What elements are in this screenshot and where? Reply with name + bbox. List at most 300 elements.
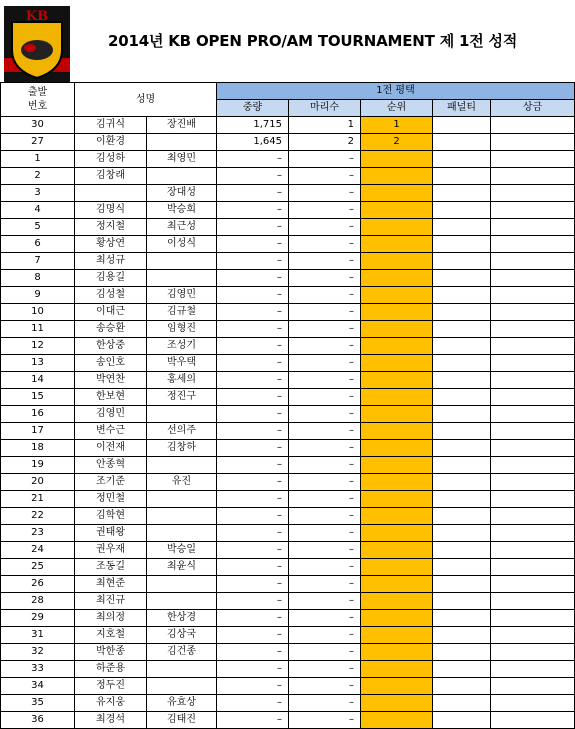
name1-cell: 김성철 (75, 287, 147, 304)
count-cell: 2 (289, 134, 361, 151)
table-row (1, 627, 575, 644)
name1-cell: 정지철 (75, 219, 147, 236)
name2-cell (147, 525, 217, 542)
rank-cell (361, 644, 433, 661)
rank-cell (361, 236, 433, 253)
name1-cell: 지호철 (75, 627, 147, 644)
start-no-cell: 2 (1, 168, 75, 185)
name2-cell: 박승희 (147, 202, 217, 219)
results-table (0, 82, 575, 729)
start-no-cell: 16 (1, 406, 75, 423)
name2-cell (147, 406, 217, 423)
penalty-cell (433, 576, 491, 593)
name2-cell (147, 593, 217, 610)
header-start-no: 출발 번호 (1, 83, 75, 117)
table-row (1, 542, 575, 559)
weight-cell: – (217, 508, 289, 525)
prize-cell (491, 134, 575, 151)
name1-cell: 정민철 (75, 491, 147, 508)
count-cell: – (289, 661, 361, 678)
prize-cell (491, 525, 575, 542)
rank-cell (361, 559, 433, 576)
weight-cell: – (217, 542, 289, 559)
name1-cell: 조기준 (75, 474, 147, 491)
page-title: 2014년 KB OPEN PRO/AM TOURNAMENT 제 1전 성적 (108, 32, 518, 50)
weight-cell: 1,715 (217, 117, 289, 134)
weight-cell: – (217, 457, 289, 474)
name2-cell (147, 678, 217, 695)
start-no-cell: 6 (1, 236, 75, 253)
rank-cell (361, 338, 433, 355)
penalty-cell (433, 559, 491, 576)
start-no-cell: 30 (1, 117, 75, 134)
header-weight: 중량 (217, 100, 289, 117)
name1-cell: 변수근 (75, 423, 147, 440)
rank-cell (361, 440, 433, 457)
count-cell: – (289, 474, 361, 491)
weight-cell: – (217, 491, 289, 508)
penalty-cell (433, 525, 491, 542)
table-row (1, 576, 575, 593)
penalty-cell (433, 134, 491, 151)
table-row (1, 525, 575, 542)
name1-cell: 한상중 (75, 338, 147, 355)
prize-cell (491, 372, 575, 389)
start-no-cell: 20 (1, 474, 75, 491)
name1-cell: 한보현 (75, 389, 147, 406)
start-no-cell: 10 (1, 304, 75, 321)
weight-cell: – (217, 423, 289, 440)
table-row (1, 355, 575, 372)
table-row (1, 168, 575, 185)
penalty-cell (433, 168, 491, 185)
table-row (1, 457, 575, 474)
count-cell: – (289, 576, 361, 593)
weight-cell: – (217, 644, 289, 661)
name2-cell: 이성식 (147, 236, 217, 253)
rank-cell (361, 406, 433, 423)
start-no-cell: 15 (1, 389, 75, 406)
table-row (1, 559, 575, 576)
name1-cell: 김학현 (75, 508, 147, 525)
rank-cell (361, 508, 433, 525)
count-cell: – (289, 321, 361, 338)
name2-cell: 장진배 (147, 117, 217, 134)
name2-cell: 최영민 (147, 151, 217, 168)
penalty-cell (433, 236, 491, 253)
count-cell: – (289, 219, 361, 236)
prize-cell (491, 338, 575, 355)
penalty-cell (433, 678, 491, 695)
table-row (1, 185, 575, 202)
count-cell: – (289, 559, 361, 576)
start-no-cell: 34 (1, 678, 75, 695)
name1-cell: 김용길 (75, 270, 147, 287)
rank-cell (361, 610, 433, 627)
rank-cell (361, 168, 433, 185)
prize-cell (491, 321, 575, 338)
name1-cell: 최의정 (75, 610, 147, 627)
start-no-cell: 31 (1, 627, 75, 644)
weight-cell: – (217, 610, 289, 627)
penalty-cell (433, 355, 491, 372)
prize-cell (491, 236, 575, 253)
penalty-cell (433, 389, 491, 406)
table-row (1, 678, 575, 695)
table-row (1, 423, 575, 440)
name1-cell: 안종혁 (75, 457, 147, 474)
weight-cell: – (217, 372, 289, 389)
rank-cell (361, 423, 433, 440)
penalty-cell (433, 644, 491, 661)
start-no-cell: 22 (1, 508, 75, 525)
prize-cell (491, 202, 575, 219)
count-cell: – (289, 270, 361, 287)
weight-cell: – (217, 525, 289, 542)
table-row (1, 134, 575, 151)
count-cell: – (289, 695, 361, 712)
count-cell: – (289, 389, 361, 406)
prize-cell (491, 457, 575, 474)
count-cell: – (289, 610, 361, 627)
prize-cell (491, 661, 575, 678)
weight-cell: – (217, 236, 289, 253)
table-row (1, 644, 575, 661)
penalty-cell (433, 712, 491, 729)
weight-cell: – (217, 661, 289, 678)
logo-text: KB (25, 9, 49, 24)
count-cell: – (289, 525, 361, 542)
weight-cell: – (217, 321, 289, 338)
penalty-cell (433, 185, 491, 202)
weight-cell: – (217, 219, 289, 236)
name1-cell: 박한종 (75, 644, 147, 661)
name1-cell: 권우재 (75, 542, 147, 559)
name1-cell: 송승환 (75, 321, 147, 338)
rank-cell (361, 372, 433, 389)
rank-cell (361, 185, 433, 202)
name1-cell: 최성규 (75, 253, 147, 270)
penalty-cell (433, 338, 491, 355)
table-row (1, 406, 575, 423)
name1-cell: 김창래 (75, 168, 147, 185)
start-no-cell: 8 (1, 270, 75, 287)
start-no-cell: 17 (1, 423, 75, 440)
name1-cell: 황상연 (75, 236, 147, 253)
penalty-cell (433, 440, 491, 457)
prize-cell (491, 304, 575, 321)
rank-cell (361, 270, 433, 287)
name1-cell: 김영민 (75, 406, 147, 423)
table-row (1, 219, 575, 236)
penalty-cell (433, 457, 491, 474)
count-cell: – (289, 202, 361, 219)
rank-cell (361, 661, 433, 678)
rank-cell (361, 287, 433, 304)
start-no-cell: 14 (1, 372, 75, 389)
table-row (1, 491, 575, 508)
name2-cell: 홍세의 (147, 372, 217, 389)
start-no-cell: 19 (1, 457, 75, 474)
start-no-cell: 13 (1, 355, 75, 372)
penalty-cell (433, 593, 491, 610)
rank-cell (361, 219, 433, 236)
prize-cell (491, 576, 575, 593)
weight-cell: – (217, 287, 289, 304)
count-cell: – (289, 236, 361, 253)
name1-cell: 정두진 (75, 678, 147, 695)
start-no-cell: 21 (1, 491, 75, 508)
count-cell: – (289, 508, 361, 525)
count-cell: – (289, 678, 361, 695)
name1-cell: 하준용 (75, 661, 147, 678)
start-no-cell: 9 (1, 287, 75, 304)
weight-cell: – (217, 389, 289, 406)
weight-cell: – (217, 474, 289, 491)
name2-cell: 임형진 (147, 321, 217, 338)
prize-cell (491, 355, 575, 372)
prize-cell (491, 491, 575, 508)
table-row (1, 593, 575, 610)
prize-cell (491, 253, 575, 270)
penalty-cell (433, 219, 491, 236)
prize-cell (491, 695, 575, 712)
penalty-cell (433, 508, 491, 525)
penalty-cell (433, 474, 491, 491)
weight-cell: – (217, 559, 289, 576)
prize-cell (491, 423, 575, 440)
penalty-cell (433, 491, 491, 508)
prize-cell (491, 185, 575, 202)
weight-cell: – (217, 593, 289, 610)
start-no-cell: 11 (1, 321, 75, 338)
penalty-cell (433, 610, 491, 627)
table-row (1, 202, 575, 219)
name1-cell: 이환경 (75, 134, 147, 151)
weight-cell: – (217, 151, 289, 168)
count-cell: – (289, 304, 361, 321)
table-row (1, 389, 575, 406)
name2-cell: 최윤식 (147, 559, 217, 576)
name2-cell: 선의주 (147, 423, 217, 440)
name2-cell: 최근성 (147, 219, 217, 236)
count-cell: – (289, 491, 361, 508)
rank-cell (361, 304, 433, 321)
prize-cell (491, 627, 575, 644)
name2-cell: 정진구 (147, 389, 217, 406)
name2-cell: 김태진 (147, 712, 217, 729)
table-row (1, 661, 575, 678)
start-no-cell: 7 (1, 253, 75, 270)
rank-cell (361, 525, 433, 542)
weight-cell: – (217, 355, 289, 372)
rank-cell: 2 (361, 134, 433, 151)
name1-cell: 송인호 (75, 355, 147, 372)
rank-cell (361, 457, 433, 474)
name2-cell: 장대성 (147, 185, 217, 202)
name2-cell (147, 253, 217, 270)
name2-cell: 유진 (147, 474, 217, 491)
name2-cell: 김규철 (147, 304, 217, 321)
name2-cell (147, 508, 217, 525)
table-row (1, 236, 575, 253)
prize-cell (491, 678, 575, 695)
header-prize: 상금 (491, 100, 575, 117)
table-row (1, 338, 575, 355)
weight-cell: – (217, 185, 289, 202)
count-cell: – (289, 287, 361, 304)
name1-cell: 최현준 (75, 576, 147, 593)
rank-cell (361, 474, 433, 491)
name2-cell: 김건종 (147, 644, 217, 661)
weight-cell: – (217, 338, 289, 355)
penalty-cell (433, 304, 491, 321)
prize-cell (491, 287, 575, 304)
penalty-cell (433, 270, 491, 287)
name1-cell (75, 185, 147, 202)
name2-cell (147, 270, 217, 287)
name2-cell: 한상경 (147, 610, 217, 627)
start-no-cell: 3 (1, 185, 75, 202)
weight-cell: – (217, 627, 289, 644)
rank-cell (361, 202, 433, 219)
start-no-cell: 27 (1, 134, 75, 151)
count-cell: – (289, 338, 361, 355)
name1-cell: 권태왕 (75, 525, 147, 542)
results-body (1, 117, 575, 729)
prize-cell (491, 712, 575, 729)
start-no-cell: 5 (1, 219, 75, 236)
name2-cell: 김창하 (147, 440, 217, 457)
start-no-cell: 33 (1, 661, 75, 678)
count-cell: – (289, 440, 361, 457)
weight-cell: – (217, 304, 289, 321)
rank-cell (361, 593, 433, 610)
rank-cell (361, 253, 433, 270)
name1-cell: 김명식 (75, 202, 147, 219)
rank-cell: 1 (361, 117, 433, 134)
count-cell: 1 (289, 117, 361, 134)
rank-cell (361, 321, 433, 338)
prize-cell (491, 270, 575, 287)
count-cell: – (289, 185, 361, 202)
rank-cell (361, 491, 433, 508)
table-row (1, 712, 575, 729)
name2-cell (147, 576, 217, 593)
start-no-cell: 36 (1, 712, 75, 729)
penalty-cell (433, 423, 491, 440)
penalty-cell (433, 627, 491, 644)
header-penalty: 패널티 (433, 100, 491, 117)
weight-cell: – (217, 712, 289, 729)
table-row (1, 287, 575, 304)
weight-cell: – (217, 576, 289, 593)
penalty-cell (433, 661, 491, 678)
name2-cell (147, 661, 217, 678)
table-row (1, 440, 575, 457)
weight-cell: – (217, 695, 289, 712)
weight-cell: – (217, 406, 289, 423)
name1-cell: 유지웅 (75, 695, 147, 712)
name1-cell: 최진규 (75, 593, 147, 610)
name1-cell: 조동길 (75, 559, 147, 576)
name2-cell: 김상국 (147, 627, 217, 644)
name1-cell: 박연찬 (75, 372, 147, 389)
penalty-cell (433, 542, 491, 559)
weight-cell: – (217, 168, 289, 185)
rank-cell (361, 355, 433, 372)
start-no-cell: 25 (1, 559, 75, 576)
count-cell: – (289, 627, 361, 644)
name2-cell (147, 491, 217, 508)
count-cell: – (289, 593, 361, 610)
prize-cell (491, 406, 575, 423)
rank-cell (361, 576, 433, 593)
name2-cell (147, 168, 217, 185)
count-cell: – (289, 372, 361, 389)
start-no-cell: 32 (1, 644, 75, 661)
name1-cell: 이대근 (75, 304, 147, 321)
prize-cell (491, 542, 575, 559)
table-row (1, 253, 575, 270)
rank-cell (361, 678, 433, 695)
penalty-cell (433, 695, 491, 712)
start-no-cell: 1 (1, 151, 75, 168)
start-no-cell: 12 (1, 338, 75, 355)
count-cell: – (289, 253, 361, 270)
prize-cell (491, 610, 575, 627)
rank-cell (361, 712, 433, 729)
start-no-cell: 18 (1, 440, 75, 457)
name2-cell (147, 457, 217, 474)
header-rank: 순위 (361, 100, 433, 117)
name1-cell: 이전재 (75, 440, 147, 457)
prize-cell (491, 440, 575, 457)
name2-cell: 박승일 (147, 542, 217, 559)
name2-cell (147, 134, 217, 151)
table-row (1, 151, 575, 168)
count-cell: – (289, 542, 361, 559)
count-cell: – (289, 644, 361, 661)
rank-cell (361, 542, 433, 559)
penalty-cell (433, 372, 491, 389)
rank-cell (361, 627, 433, 644)
prize-cell (491, 593, 575, 610)
penalty-cell (433, 321, 491, 338)
start-no-cell: 4 (1, 202, 75, 219)
weight-cell: – (217, 440, 289, 457)
weight-cell: 1,645 (217, 134, 289, 151)
count-cell: – (289, 423, 361, 440)
penalty-cell (433, 202, 491, 219)
kb-logo (4, 6, 70, 82)
table-row (1, 117, 575, 134)
table-row (1, 321, 575, 338)
penalty-cell (433, 406, 491, 423)
start-no-cell: 24 (1, 542, 75, 559)
name2-cell: 조성기 (147, 338, 217, 355)
prize-cell (491, 559, 575, 576)
start-no-cell: 29 (1, 610, 75, 627)
weight-cell: – (217, 678, 289, 695)
rank-cell (361, 389, 433, 406)
penalty-cell (433, 253, 491, 270)
header-name: 성명 (75, 83, 217, 117)
prize-cell (491, 389, 575, 406)
count-cell: – (289, 457, 361, 474)
rank-cell (361, 151, 433, 168)
count-cell: – (289, 406, 361, 423)
